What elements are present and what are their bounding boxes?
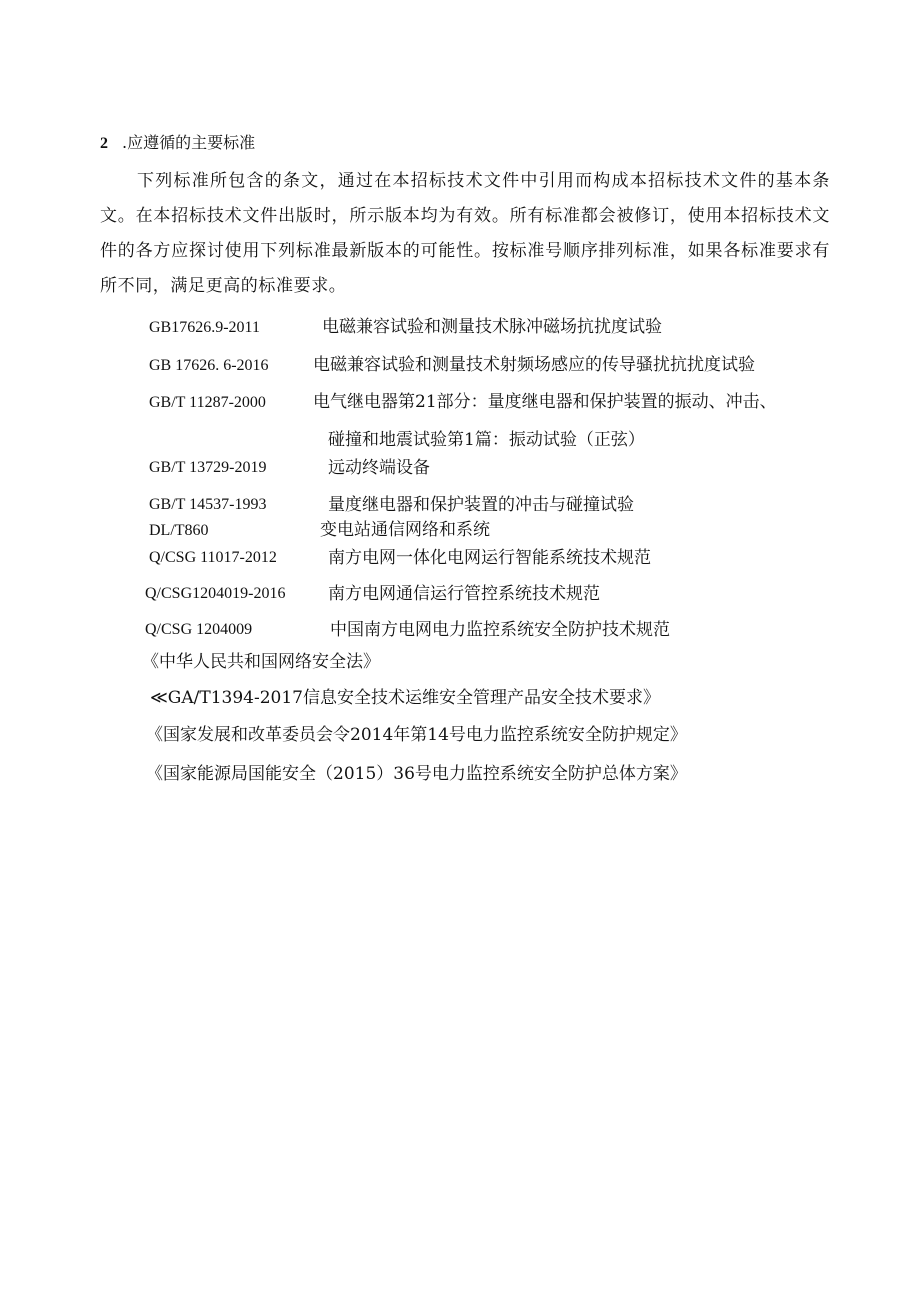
section-title: .应遵循的主要标准 bbox=[122, 133, 256, 152]
standard-title: 南方电网通信运行管控系统技术规范 bbox=[328, 584, 600, 604]
standard-code: DL/T860 bbox=[149, 522, 209, 539]
standard-title: 远动终端设备 bbox=[328, 458, 430, 478]
standard-title: 电磁兼容试验和测量技术脉冲磁场抗扰度试验 bbox=[322, 317, 662, 337]
intro-paragraph: 下列标准所包含的条文，通过在本招标技术文件中引用而构成本招标技术文件的基本条文。在本招标技术文件出版时，所示版本均为有效。所有标准都会被修订，使用本招标技术文件的各方应探讨使用下列标准最新版本的可能性。按标准号顺序排列标准，如果各标准要求有所不同，满足更高的标准要求。 bbox=[100, 171, 830, 296]
standard-title: 中国南方电网电力监控系统安全防护技术规范 bbox=[330, 620, 670, 640]
reference-document: ≪GA/T1394-2017信息安全技术运维安全管理产品安全技术要求》 bbox=[150, 688, 660, 708]
standard-title: 变电站通信网络和系统 bbox=[320, 520, 490, 540]
standard-title-continuation: 碰撞和地震试验第1篇：振动试验（正弦） bbox=[328, 430, 645, 450]
standard-code: GB 17626. 6-2016 bbox=[149, 357, 269, 374]
standard-code: GB/T 14537-1993 bbox=[149, 496, 267, 513]
reference-document: 《中华人民共和国网络安全法》 bbox=[142, 652, 380, 672]
section-number: 2 bbox=[100, 135, 108, 152]
standard-title: 量度继电器和保护装置的冲击与碰撞试验 bbox=[328, 495, 634, 515]
reference-document: 《国家能源局国能安全（2015）36号电力监控系统安全防护总体方案》 bbox=[146, 764, 687, 784]
standard-code: GB/T 13729-2019 bbox=[149, 459, 267, 476]
section-heading bbox=[100, 133, 255, 154]
standard-code: Q/CSG1204019-2016 bbox=[145, 585, 286, 602]
reference-document: 《国家发展和改革委员会令2014年第14号电力监控系统安全防护规定》 bbox=[146, 725, 687, 745]
standard-title: 电气继电器第21部分：量度继电器和保护装置的振动、冲击、 bbox=[313, 392, 777, 412]
standard-code: Q/CSG 11017-2012 bbox=[149, 549, 277, 566]
standard-code: Q/CSG 1204009 bbox=[145, 621, 253, 638]
standard-title: 电磁兼容试验和测量技术射频场感应的传导骚扰抗扰度试验 bbox=[313, 355, 755, 375]
standard-code: GB/T 11287-2000 bbox=[149, 394, 266, 411]
standard-code: GB17626.9-2011 bbox=[149, 319, 260, 336]
standard-title: 南方电网一体化电网运行智能系统技术规范 bbox=[328, 548, 651, 568]
